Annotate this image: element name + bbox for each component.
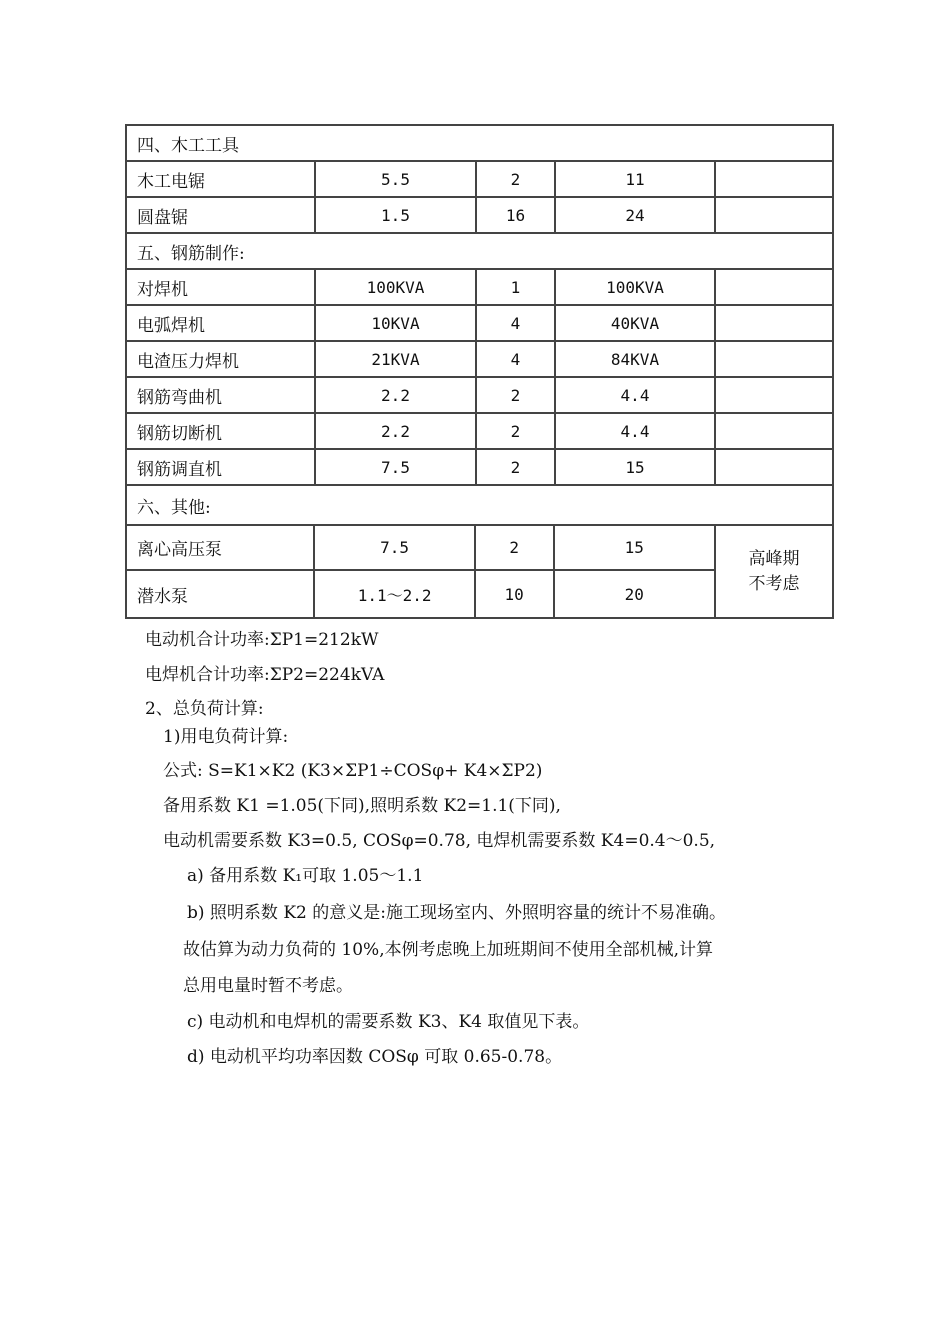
unit-power: 7.5 bbox=[315, 526, 475, 569]
unit-power: 2.2 bbox=[316, 414, 477, 448]
quantity: 4 bbox=[477, 306, 556, 340]
merged-rows bbox=[127, 526, 832, 617]
quantity: 4 bbox=[477, 342, 556, 376]
table-row bbox=[127, 526, 714, 571]
equipment-name: 钢筋弯曲机 bbox=[127, 378, 316, 412]
table-row bbox=[127, 162, 832, 198]
unit-power: 21KVA bbox=[316, 342, 477, 376]
quantity: 2 bbox=[477, 450, 556, 484]
total-power: 4.4 bbox=[556, 414, 716, 448]
motor-total-power: 电动机合计功率:ΣP1=212kW bbox=[145, 630, 379, 650]
note-c: c) 电动机和电焊机的需要系数 K3、K4 取值见下表。 bbox=[187, 1012, 590, 1032]
equipment-name: 电弧焊机 bbox=[127, 306, 316, 340]
equipment-name: 电渣压力焊机 bbox=[127, 342, 316, 376]
quantity: 2 bbox=[477, 414, 556, 448]
unit-power: 2.2 bbox=[316, 378, 477, 412]
remark bbox=[716, 162, 832, 196]
table-row bbox=[127, 198, 832, 234]
table-row bbox=[127, 378, 832, 414]
total-power: 24 bbox=[556, 198, 716, 232]
unit-power: 1.5 bbox=[316, 198, 477, 232]
equipment-table bbox=[125, 124, 834, 619]
total-power: 100KVA bbox=[556, 270, 716, 304]
note-b: b) 照明系数 K2 的意义是:施工现场室内、外照明容量的统计不易准确。 bbox=[187, 903, 726, 923]
total-power: 20 bbox=[624, 584, 644, 604]
merged-rows-left bbox=[127, 526, 716, 617]
quantity: 10 bbox=[476, 571, 555, 617]
quantity: 2 bbox=[477, 378, 556, 412]
equipment-name: 钢筋切断机 bbox=[127, 414, 316, 448]
remark bbox=[716, 450, 832, 484]
table-row bbox=[127, 450, 832, 486]
remark bbox=[716, 198, 832, 232]
equipment-name: 潜水泵 bbox=[127, 571, 315, 617]
equipment-name: 离心高压泵 bbox=[127, 526, 315, 569]
table-row bbox=[127, 571, 714, 617]
remark bbox=[716, 414, 832, 448]
section-header-row bbox=[127, 486, 832, 526]
merged-remark bbox=[716, 526, 832, 617]
note-d: d) 电动机平均功率因数 COSφ 可取 0.65-0.78。 bbox=[187, 1047, 563, 1067]
equipment-name: 钢筋调直机 bbox=[127, 450, 316, 484]
quantity: 16 bbox=[477, 198, 556, 232]
total-power: 15 bbox=[556, 450, 716, 484]
section-heading: 2、总负荷计算: bbox=[145, 699, 264, 719]
remark-line: 高峰期 bbox=[748, 548, 800, 569]
remark bbox=[716, 378, 832, 412]
table-row bbox=[127, 306, 832, 342]
section-title: 六、其他: bbox=[137, 497, 211, 518]
remark-line: 不考虑 bbox=[748, 573, 800, 594]
unit-power: 1.1～2.2 bbox=[315, 571, 475, 617]
unit-power: 7.5 bbox=[316, 450, 477, 484]
section-header-row bbox=[127, 126, 832, 162]
unit-power: 100KVA bbox=[316, 270, 477, 304]
total-power: 84KVA bbox=[556, 342, 716, 376]
remark bbox=[716, 342, 832, 376]
table-row bbox=[127, 342, 832, 378]
note-b-continued: 故估算为动力负荷的 10%,本例考虑晚上加班期间不使用全部机械,计算 bbox=[183, 940, 713, 960]
section-title: 四、木工工具 bbox=[137, 135, 239, 156]
quantity: 2 bbox=[476, 526, 555, 569]
coefficient-text: 备用系数 K1 =1.05(下同),照明系数 K2=1.1(下同), bbox=[163, 796, 561, 816]
subsection-heading: 1)用电负荷计算: bbox=[163, 727, 289, 747]
quantity: 2 bbox=[477, 162, 556, 196]
welder-total-power: 电焊机合计功率:ΣP2=224kVA bbox=[145, 665, 385, 685]
formula-text: 公式: S=K1×K2 (K3×ΣP1÷COSφ+ K4×ΣP2) bbox=[163, 761, 543, 781]
total-power: 15 bbox=[624, 538, 644, 557]
note-a: a) 备用系数 K₁可取 1.05～1.1 bbox=[187, 866, 424, 886]
table-row bbox=[127, 270, 832, 306]
equipment-name: 木工电锯 bbox=[127, 162, 316, 196]
total-power: 40KVA bbox=[556, 306, 716, 340]
remark bbox=[716, 306, 832, 340]
equipment-name: 对焊机 bbox=[127, 270, 316, 304]
remark bbox=[716, 270, 832, 304]
unit-power: 5.5 bbox=[316, 162, 477, 196]
note-b-continued: 总用电量时暂不考虑。 bbox=[183, 976, 353, 996]
section-header-row bbox=[127, 234, 832, 270]
total-power: 4.4 bbox=[556, 378, 716, 412]
section-title: 五、钢筋制作: bbox=[137, 243, 245, 264]
total-power: 11 bbox=[556, 162, 716, 196]
table-row bbox=[127, 414, 832, 450]
coefficient-text: 电动机需要系数 K3=0.5, COSφ=0.78, 电焊机需要系数 K4=0.4～0.5, bbox=[163, 831, 716, 851]
quantity: 1 bbox=[477, 270, 556, 304]
equipment-name: 圆盘锯 bbox=[127, 198, 316, 232]
unit-power: 10KVA bbox=[316, 306, 477, 340]
